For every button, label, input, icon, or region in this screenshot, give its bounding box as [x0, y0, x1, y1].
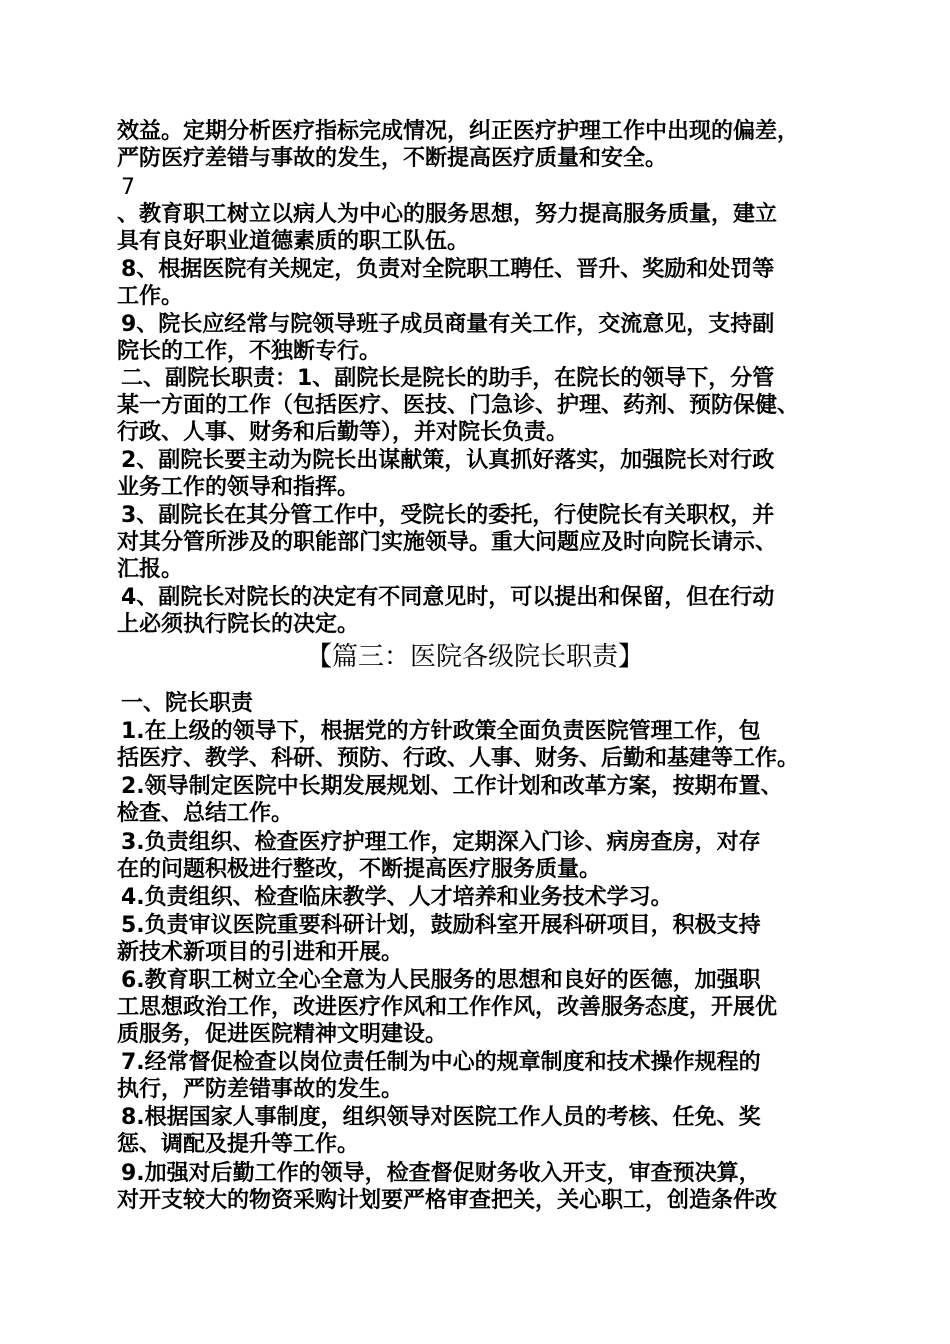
- text-line: 某一方面的工作（包括医疗、医技、门急诊、护理、药剂、预防保健、: [117, 393, 800, 418]
- text-line: 8、根据医院有关规定，负责对全院职工聘任、晋升、奖励和处罚等: [121, 257, 775, 282]
- item-6: [0, 967, 950, 1048]
- text-line: 执行，严防差错事故的发生。: [117, 1077, 404, 1102]
- paragraph-6: [0, 447, 950, 501]
- section-heading: 【篇三：医院各级院长职责】: [305, 642, 644, 672]
- text-line: 惩、调配及提升等工作。: [117, 1132, 360, 1157]
- text-line: 检查、总结工作。: [117, 801, 294, 826]
- item-5: [0, 912, 950, 966]
- text-line: 工思想政治工作，改进医疗作风和工作作风，改善服务态度，开展优: [117, 995, 778, 1020]
- text-line: 汇报。: [117, 557, 184, 582]
- text-line: 院长的工作，不独断专行。: [117, 339, 382, 364]
- text-line: 新技术新项目的引进和开展。: [117, 940, 404, 965]
- paragraph-4: [0, 311, 950, 365]
- text-line: 7.经常督促检查以岗位责任制为中心的规章制度和技术操作规程的: [121, 1050, 761, 1075]
- text-line: 上必须执行院长的决定。: [117, 612, 360, 637]
- text-line: 括医疗、教学、科研、预防、行政、人事、财务、后勤和基建等工作。: [117, 746, 800, 771]
- text-line: 在的问题积极进行整改，不断提高医疗服务质量。: [117, 857, 602, 882]
- item-number: 7: [121, 175, 135, 200]
- text-line: 4、副院长对院长的决定有不同意见时，可以提出和保留，但在行动: [121, 585, 775, 610]
- text-line: 3、副院长在其分管工作中，受院长的委托，行使院长有关职权，并: [121, 503, 775, 528]
- item-8: [0, 1104, 950, 1158]
- item-9: [0, 1160, 950, 1214]
- text-line: 1.在上级的领导下，根据党的方针政策全面负责医院管理工作，包: [121, 719, 761, 744]
- text-line: 严防医疗差错与事故的发生，不断提高医疗质量和安全。: [117, 146, 668, 171]
- text-line: 对开支较大的物资采购计划要严格审查把关，关心职工，创造条件改: [117, 1188, 778, 1213]
- item-7: [0, 1049, 950, 1103]
- paragraph-3: [0, 256, 950, 310]
- text-line: 5.负责审议医院重要科研计划，鼓励科室开展科研项目，积极支持: [121, 913, 761, 938]
- text-line: 行政、人事、财务和后勤等），并对院长负责。: [117, 420, 569, 445]
- paragraph-8: [0, 584, 950, 638]
- paragraph-5: [0, 365, 950, 446]
- text-line: 质服务，促进医院精神文明建设。: [117, 1022, 448, 1047]
- paragraph-1: [0, 118, 950, 172]
- text-line: 4.负责组织、检查临床教学、人才培养和业务技术学习。: [121, 885, 673, 910]
- item-2: [0, 773, 950, 827]
- item-4: [0, 884, 950, 911]
- text-line: 业务工作的领导和指挥。: [117, 475, 360, 500]
- paragraph-7: [0, 502, 950, 583]
- text-line: 8.根据国家人事制度，组织领导对医院工作人员的考核、任免、奖: [121, 1105, 761, 1130]
- text-line: 3.负责组织、检查医疗护理工作，定期深入门诊、病房查房，对存: [121, 830, 761, 855]
- text-line: 6.教育职工树立全心全意为人民服务的思想和良好的医德，加强职: [121, 968, 761, 993]
- text-line: 9、院长应经常与院领导班子成员商量有关工作，交流意见，支持副: [121, 312, 775, 337]
- text-line: 效益。定期分析医疗指标完成情况，纠正医疗护理工作中出现的偏差，: [117, 119, 800, 144]
- text-line: 2、副院长要主动为院长出谋献策，认真抓好落实，加强院长对行政: [121, 448, 775, 473]
- text-line: 工作。: [117, 284, 184, 309]
- text-line: 具有良好职业道德素质的职工队伍。: [117, 229, 470, 254]
- text-line: 9.加强对后勤工作的领导，检查督促财务收入开支，审查预决算，: [121, 1161, 761, 1186]
- text-line: 二、副院长职责：1、副院长是院长的助手，在院长的领导下，分管: [121, 366, 775, 391]
- paragraph-2: [0, 174, 950, 255]
- subheading: [0, 690, 950, 717]
- text-line: 一、院长职责: [121, 691, 254, 716]
- text-line: 对其分管所涉及的职能部门实施领导。重大问题应及时向院长请示、: [117, 530, 778, 555]
- item-1: [0, 718, 950, 772]
- text-line: 2.领导制定医院中长期发展规划、工作计划和改革方案，按期布置、: [121, 774, 783, 799]
- item-3: [0, 829, 950, 883]
- text-line: 、教育职工树立以病人为中心的服务思想，努力提高服务质量，建立: [117, 202, 778, 227]
